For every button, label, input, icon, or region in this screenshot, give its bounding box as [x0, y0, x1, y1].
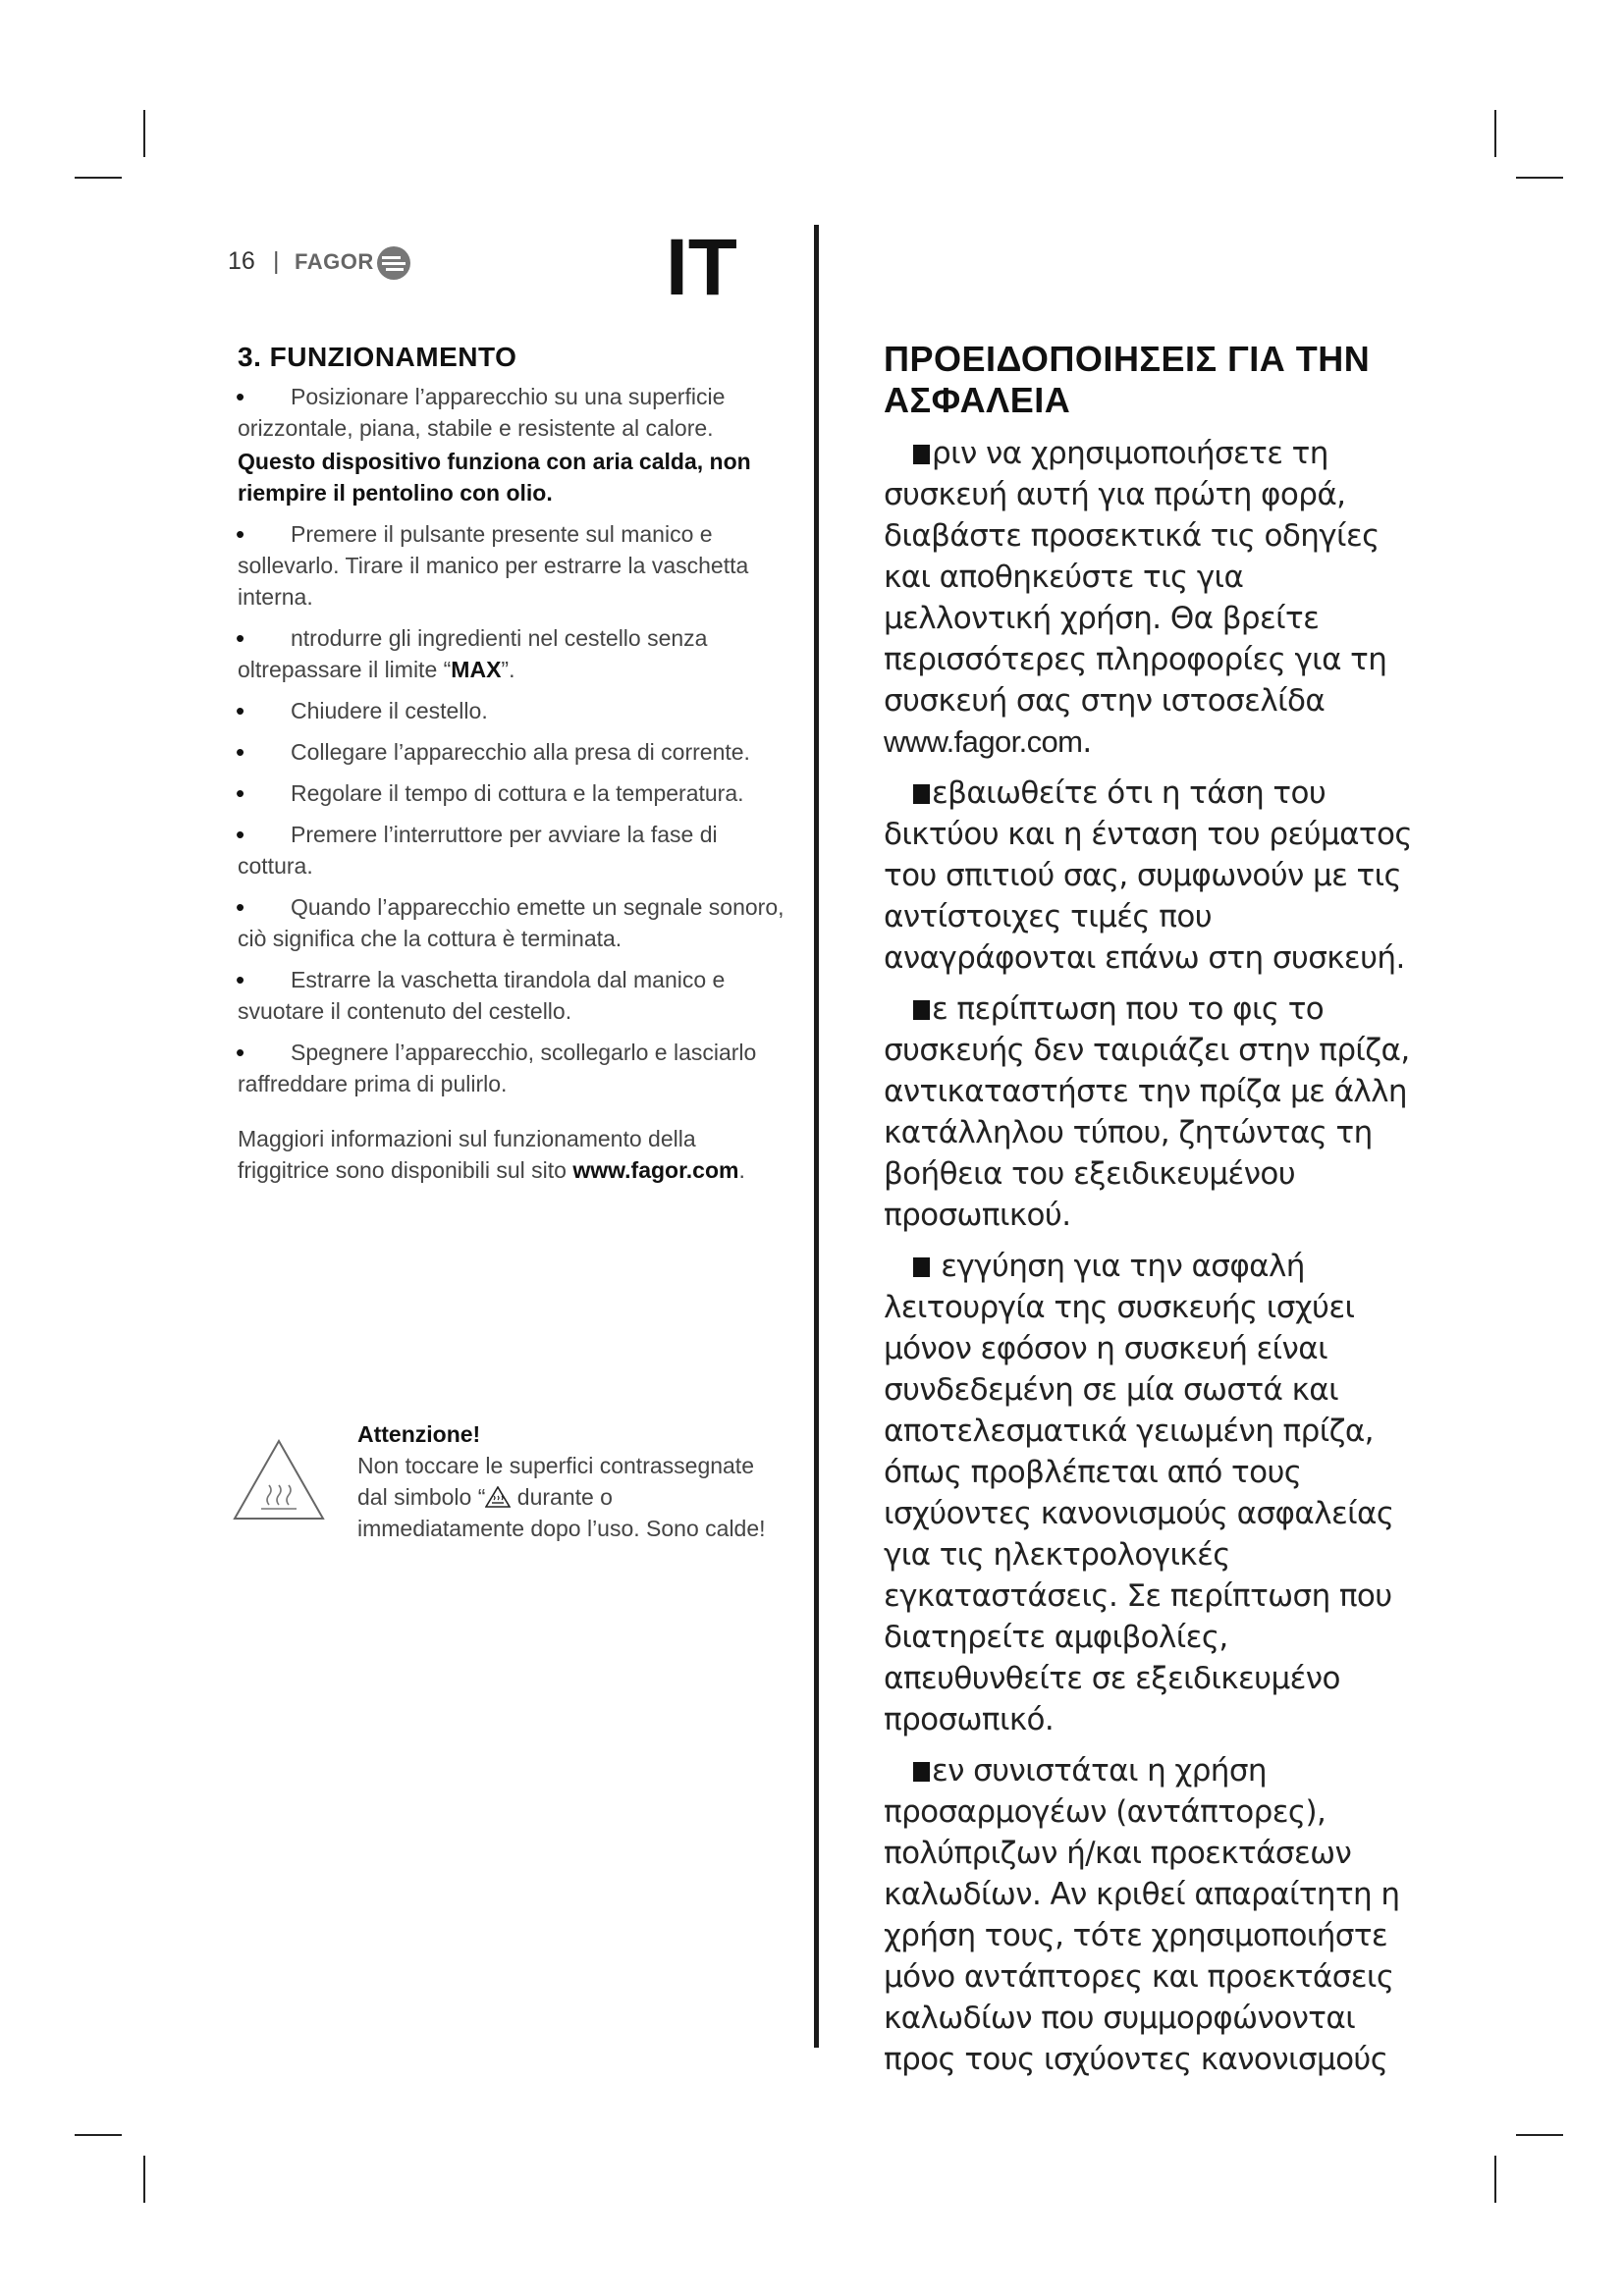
list-item: • Regolare il tempo di cottura e la temperatura.: [236, 778, 744, 808]
safety-paragraph: εν συνιστάται η χρήση προσαρμογέων (αντάπτορες), πολύπριζων ή/και προεκτάσεων καλωδίων. Αν κριθεί απαραίτητη η χρήση τους, τότε χρησιμοποιήστε μόνο αντάπτορες και προεκτάσεις καλωδίων που συμμορφώνονται προς τους ισχύοντες κανονισμούς: [884, 1753, 1400, 2077]
safety-paragraph: εβαιωθείτε ότι η τάση του δικτύου και η ένταση του ρεύματος του σπιτιού σας, συμφωνούν με τις αντίστοιχες τιμές που αναγράφονται επάνω στη συσκευή.: [884, 775, 1412, 976]
safety-paragraph: εγγύηση για την ασφαλή λειτουργία της συσκευής ισχύει μόνον εφόσον η συσκευή είναι συνδεδεμένη σε μία σωστά και αποτελεσματικά γειωμένη πρίζα, όπως προβλέπεται από τους ισχύοντες κανονισμούς ασφαλείας για τις ηλεκτρολογικές εγκαταστάσεις. Σε περίπτωση που διατηρείτε αμφιβολίες, απευθυνθείτε σε εξειδικευμένο προσωπικό.: [884, 1249, 1394, 1737]
crop-mark: [1494, 110, 1496, 157]
safety-paragraph: ε περίπτωση που το φις το συσκευής δεν ταιριάζει στην πρίζα, αντικαταστήστε την πρίζα με άλλη κατάλληλου τύπου, ζητώντας τη βοήθεια του εξειδικευμένου προσωπικού.: [884, 991, 1410, 1233]
list-item: • Estrarre la vaschetta tirandola dal manico e svuotare il contenuto del cestello.: [236, 965, 726, 1024]
list-item: • ntrodurre gli ingredienti nel cestello senza oltrepassare il limite “MAX”.: [236, 623, 708, 682]
crop-mark: [143, 110, 145, 157]
list-item: • Spegnere l’apparecchio, scollegarlo e lasciarlo raffreddare prima di pulirlo.: [236, 1038, 757, 1096]
hot-surface-symbol-icon: [485, 1486, 511, 1508]
more-info-paragraph: Maggiori informazioni sul funzionamento della friggitrice sono disponibili sul sito www.fagor.com.: [238, 1126, 745, 1183]
crop-mark: [75, 177, 122, 179]
bullet-icon: •: [236, 696, 245, 725]
bullet-icon: •: [236, 519, 245, 549]
dropcap-square-icon: [913, 784, 930, 804]
website-link[interactable]: www.fagor.com: [884, 724, 1083, 759]
column-divider: [814, 225, 819, 2048]
bullet-icon: •: [236, 965, 245, 994]
page-number: 16: [228, 247, 255, 275]
header-separator: |: [273, 247, 280, 275]
fagor-logo-icon: [376, 245, 411, 281]
safety-paragraph: ριν να χρησιμοποιήσετε τη συσκευή αυτή για πρώτη φορά, διαβάστε προσεκτικά τις οδηγίες και αποθηκεύστε τις για μελλοντική χρήση. Θα βρείτε περισσότερες πληροφορίες για τη συσκευή σας στην ιστοσελίδα www.fagor.com.: [884, 436, 1387, 760]
bullet-icon: •: [236, 892, 245, 922]
list-item: • Premere l’interruttore per avviare la fase di cottura.: [236, 820, 718, 879]
max-label: MAX: [451, 657, 502, 682]
page-header: [228, 223, 758, 312]
warning-title: Attenzione!: [357, 1421, 481, 1447]
instruction-list: [238, 381, 787, 1099]
website-link[interactable]: www.fagor.com: [572, 1157, 739, 1183]
crop-mark: [143, 2156, 145, 2203]
brand-name: FAGOR: [295, 249, 374, 274]
hot-surface-warning-icon: [232, 1438, 326, 1522]
dropcap-square-icon: [913, 1257, 930, 1277]
dropcap-square-icon: [913, 445, 930, 464]
bullet-icon: •: [236, 820, 245, 849]
hot-surface-warning: Attenzione! Non toccare le superfici contrassegnate dal simbolo “ durante o immediatamente dopo l’uso. Sono calde!: [232, 1418, 782, 1575]
dropcap-square-icon: [913, 1762, 930, 1782]
dropcap-square-icon: [913, 1000, 930, 1020]
right-column: [884, 339, 1414, 2090]
left-column: [238, 342, 787, 1208]
list-item: • Posizionare l’apparecchio su una superficie orizzontale, piana, stabile e resistente al calore. Questo dispositivo funziona con aria calda, non riempire il pentolino con olio.: [238, 381, 787, 508]
bullet-icon: •: [236, 1038, 245, 1067]
section-title: 3. FUNZIONAMENTO: [238, 342, 517, 372]
list-item: • Premere il pulsante presente sul manico e sollevarlo. Tirare il manico per estrarre la vaschetta interna.: [236, 519, 749, 610]
list-item: • Chiudere il cestello.: [236, 696, 488, 725]
crop-mark: [75, 2134, 122, 2136]
bullet-icon: •: [236, 737, 245, 767]
crop-mark: [1516, 2134, 1563, 2136]
crop-mark: [1494, 2156, 1496, 2203]
language-code: IT: [666, 223, 737, 312]
bullet-icon: •: [236, 623, 245, 653]
bullet-icon: •: [236, 382, 245, 411]
bullet-icon: •: [236, 778, 245, 808]
list-item: • Collegare l’apparecchio alla presa di corrente.: [236, 737, 750, 767]
crop-mark: [1516, 177, 1563, 179]
oil-warning-note: Questo dispositivo funziona con aria calda, non riempire il pentolino con olio.: [238, 449, 751, 506]
list-item: • Quando l’apparecchio emette un segnale sonoro, ciò significa che la cottura è terminata.: [236, 892, 785, 951]
safety-warnings-title: ΠΡΟΕΙΔΟΠΟΙΗΣΕΙΣ ΓΙΑ ΤΗΝ ΑΣΦΑΛΕΙΑ: [884, 339, 1371, 420]
